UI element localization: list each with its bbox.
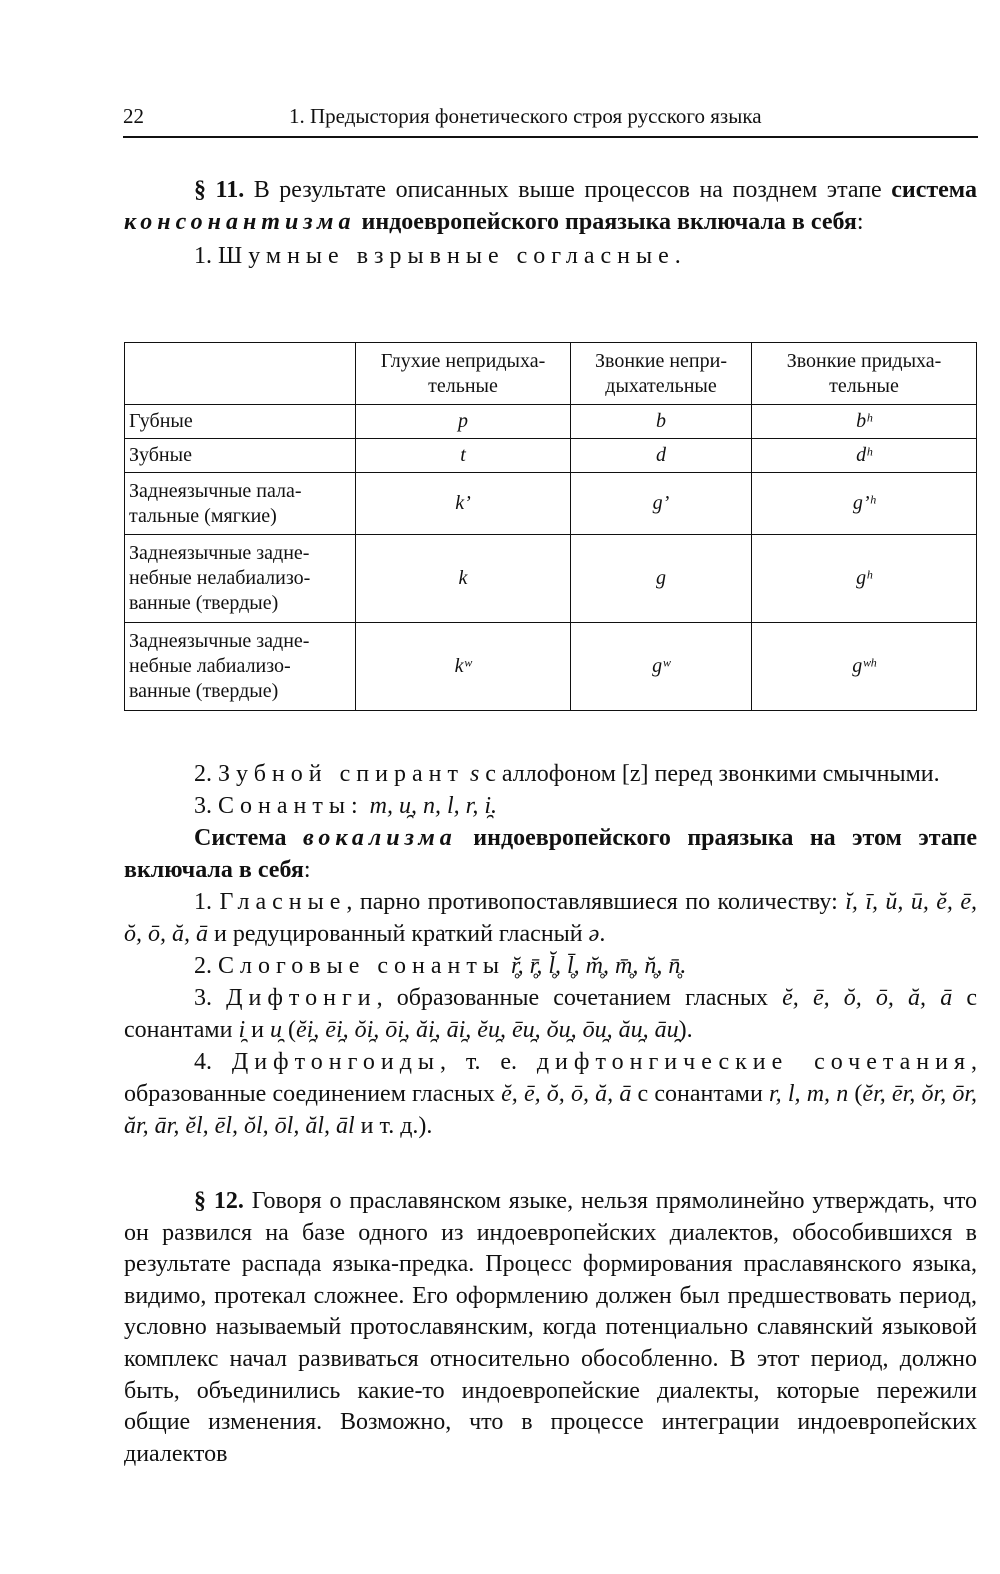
list-item-number: 2. [194, 761, 218, 787]
section-12-mark: § 12. [194, 1188, 244, 1214]
table-cell: d [571, 439, 752, 473]
list-item-3 [124, 790, 977, 822]
list-item-number: 1. [194, 889, 220, 915]
table-header-cell: Звонкие придыха-тельные [752, 343, 977, 405]
table-header-row [125, 343, 977, 405]
syllabic-sonant-symbols: r̥̆, r̥̄, l̥̆, l̥̄, m̥̆, m̥̄, n̥̆, n̥̄. [504, 953, 687, 979]
list-item-number: 1. [194, 243, 218, 269]
diphthongoid-symbols: ĕr, ēr, ŏr, ōr, ăr, ār, ĕl, ēl, ŏl, ōl, ăl, āl [124, 1081, 977, 1139]
symbol-s: s [469, 761, 480, 787]
section-11-mark: § 11. [194, 177, 245, 203]
list-item-text: , т. е. [440, 1049, 537, 1075]
table-cell: gʷʰ [752, 623, 977, 711]
consonant-table [124, 342, 977, 711]
table-cell: t [356, 439, 571, 473]
table-cell: kʷ [356, 623, 571, 711]
list-item-text: . [599, 921, 606, 947]
diphthong-symbols: ĕi̯, ēi̯, ŏi̯, ōi̯, ăi̯, āi̯, ĕu̯, ēu̯, ŏu̯, ōu̯, ău̯, āu̯ [295, 1017, 679, 1043]
table-cell: dʰ [752, 439, 977, 473]
list-item-label: Сонанты: [218, 793, 364, 819]
sonant-symbols: m, u̯, n, l, r, i̯. [369, 793, 497, 819]
list-item-2 [124, 758, 977, 790]
table-header-cell: Глухие непридыха-тельные [356, 343, 571, 405]
list-item-label: Слоговые сонанты [218, 953, 505, 979]
term-consonantism: консонантизма [124, 209, 356, 235]
section-11-text: В результате описанных выше процессов на позднем этапе [244, 177, 892, 203]
vocalism-bold: Система [194, 825, 303, 851]
vocalism-colon: : [303, 857, 311, 883]
list-item-number: 4. [194, 1049, 232, 1075]
table-row [125, 439, 977, 473]
table-header-cell: Звонкие непри-дыхательные [571, 343, 752, 405]
list-item-text: с сонантами [631, 1081, 769, 1107]
sonant-symbol: u̯ [269, 1017, 282, 1043]
sound-lists [124, 758, 977, 1142]
list-item-label: Гласные [219, 889, 347, 915]
sonant-symbol: i̯ [238, 1017, 246, 1043]
vocalism-bold-cont: индоевропейского праязыка на этом этапе включала в себя [124, 825, 977, 883]
table-cell: gʷ [571, 623, 752, 711]
list-item-text: ( [848, 1081, 863, 1107]
table-cell: gʰ [752, 535, 977, 623]
list-item-label: Дифтонгоиды [231, 1049, 441, 1075]
table-row [125, 405, 977, 439]
table-row [125, 535, 977, 623]
table-row-label: Заднеязычные задне-небные нелабиализо-ванные (твердые) [125, 535, 356, 623]
list-item-text: , образованные соединением гласных [124, 1049, 978, 1107]
vowel-symbols: ĕ, ē, ŏ, ō, ă, ā [782, 985, 953, 1011]
table-row-label: Губные [125, 405, 356, 439]
list-item-1 [124, 240, 977, 272]
section-11-bold-cont: индоевропейского праязыка включала в себя [355, 209, 857, 235]
list-item-text: с сонантами [124, 985, 978, 1043]
vowel-item-2 [124, 950, 977, 982]
table-row [125, 623, 977, 711]
table-row-label: Заднеязычные пала-тальные (мягкие) [125, 473, 356, 535]
table-cell: g’ [571, 473, 752, 535]
vowel-item-4 [124, 1046, 977, 1142]
vowel-symbols: ĭ, ī, ŭ, ū, ĕ, ē, ŏ, ō, ă, ā [124, 889, 978, 947]
section-12-paragraph [124, 1186, 977, 1470]
list-item-label: Дифтонги [226, 985, 377, 1011]
table-header-empty [125, 343, 356, 405]
list-item-number: 3. [194, 793, 218, 819]
table-row [125, 473, 977, 535]
table-cell: b [571, 405, 752, 439]
vowel-item-1 [124, 886, 977, 950]
table-cell: g [571, 535, 752, 623]
table-cell: k’ [356, 473, 571, 535]
list-item-text: ( [281, 1017, 296, 1043]
table-row-label: Зубные [125, 439, 356, 473]
section-11 [124, 174, 977, 272]
schwa-symbol: ə [588, 921, 600, 947]
table-row-label: Заднеязычные задне-небные лабиализо-ванные (твердые) [125, 623, 356, 711]
vowel-symbols: ĕ, ē, ŏ, ō, ă, ā [501, 1081, 632, 1107]
list-item-text: и [245, 1017, 270, 1043]
table-cell: g’ʰ [752, 473, 977, 535]
list-item-text: , образованные сочетанием гласных [376, 985, 783, 1011]
table-cell: p [356, 405, 571, 439]
section-11-intro [124, 174, 977, 238]
vowel-item-3 [124, 982, 977, 1046]
sonant-symbols: r, l, m, n [769, 1081, 849, 1107]
list-item-number: 2. [194, 953, 218, 979]
running-head [123, 100, 978, 138]
list-item-label: дифтонгические сочетания [536, 1049, 972, 1075]
table-cell: bʰ [752, 405, 977, 439]
section-12 [124, 1186, 977, 1470]
list-item-label: Зубной спирант [218, 761, 464, 787]
list-item-text: и редуцированный краткий гласный [208, 921, 589, 947]
table-cell: k [356, 535, 571, 623]
list-item-text: , парно противопоставлявшиеся по количеству: [346, 889, 846, 915]
list-item-text: Шумные взрывные согласные. [218, 243, 687, 269]
running-title: 1. Предыстория фонетического строя русского языка [289, 104, 762, 128]
vocalism-intro [124, 822, 977, 886]
list-item-text: ). [678, 1017, 693, 1043]
section-11-colon: : [856, 209, 864, 235]
term-vocalism: вокализма [302, 825, 457, 851]
section-11-bold: система [891, 177, 977, 203]
list-item-text: и т. д.). [354, 1113, 433, 1139]
section-12-text: Говоря о праславянском языке, нельзя прямолинейно утверждать, что он развился на базе одного из индоевропейских диалектов, обособившихся в результате распада языка-предка. Процесс формирования праславянского языка, видимо, протекал сложнее. Его оформлению должен был предшествовать период, условно называемый протославянским, когда потенциально славянский языковой комплекс начал развиваться относительно обособленно. В этот период, должно быть, объединились какие-то индоевропейские диалекты, которые пережили общие изменения. Возможно, что в процессе интеграции индоевропейских диалектов [124, 1188, 978, 1467]
list-item-text: с аллофоном [z] перед звонкими смычными. [479, 761, 940, 787]
page-number: 22 [123, 104, 144, 128]
list-item-number: 3. [194, 985, 227, 1011]
